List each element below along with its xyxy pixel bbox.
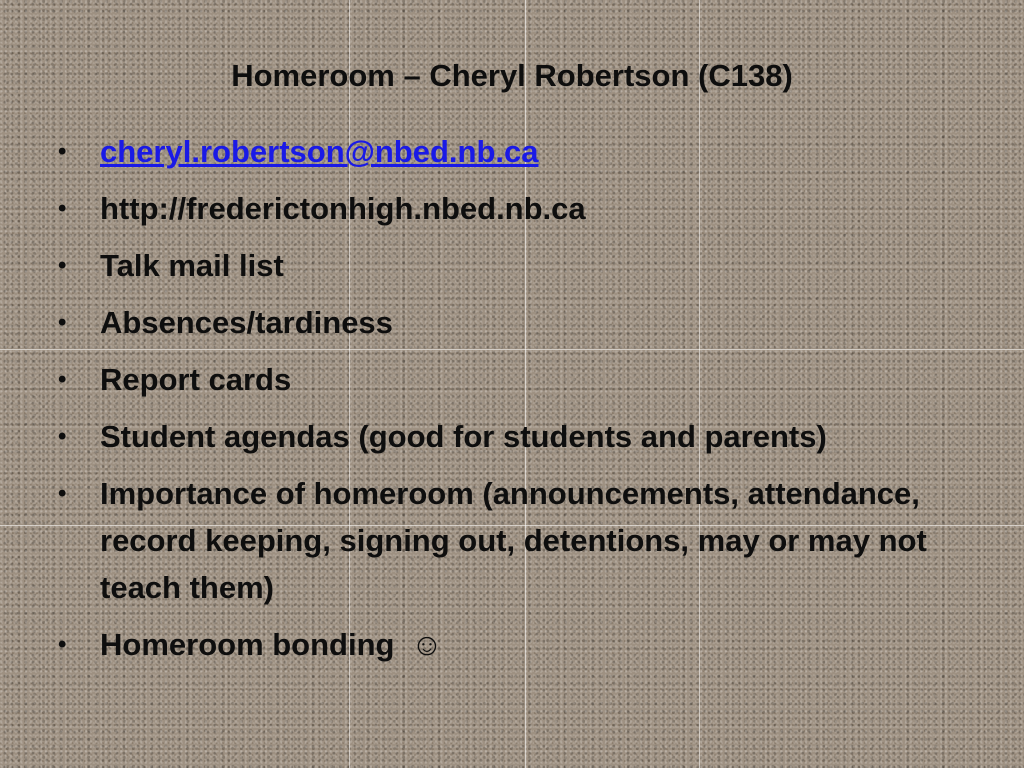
- website-text: http://frederictonhigh.nbed.nb.ca: [100, 191, 586, 226]
- bullet-text: Talk mail list: [100, 248, 284, 283]
- bullet-text: Homeroom bonding: [100, 627, 395, 662]
- bullet-text: Report cards: [100, 362, 292, 397]
- bullet-text: Student agendas (good for students and parents): [100, 419, 827, 454]
- bullet-icon: •: [58, 252, 67, 279]
- bullet-list: [56, 128, 986, 678]
- bullet-item-absences: [56, 299, 986, 346]
- bullet-item-email: [56, 128, 986, 175]
- bullet-item-website: [56, 185, 986, 232]
- bullet-icon: •: [58, 366, 67, 393]
- slide-title: Homeroom – Cheryl Robertson (C138): [231, 58, 793, 93]
- bullet-item-importance: [56, 470, 986, 611]
- bullet-item-agendas: [56, 413, 986, 460]
- bullet-item-report-cards: [56, 356, 986, 403]
- bullet-item-bonding: [56, 621, 986, 668]
- bullet-icon: •: [58, 309, 67, 336]
- bullet-text: Importance of homeroom (announcements, attendance, record keeping, signing out, detentions, may or may not teach them): [100, 476, 927, 605]
- bullet-text: Absences/tardiness: [100, 305, 393, 340]
- bullet-icon: •: [58, 631, 67, 658]
- bullet-icon: •: [58, 480, 67, 507]
- email-link[interactable]: cheryl.robertson@nbed.nb.ca: [100, 134, 539, 169]
- smiley-icon: ☺: [411, 627, 443, 662]
- bullet-item-talk-mail: [56, 242, 986, 289]
- bullet-icon: •: [58, 423, 67, 450]
- bullet-icon: •: [58, 138, 67, 165]
- bullet-icon: •: [58, 195, 67, 222]
